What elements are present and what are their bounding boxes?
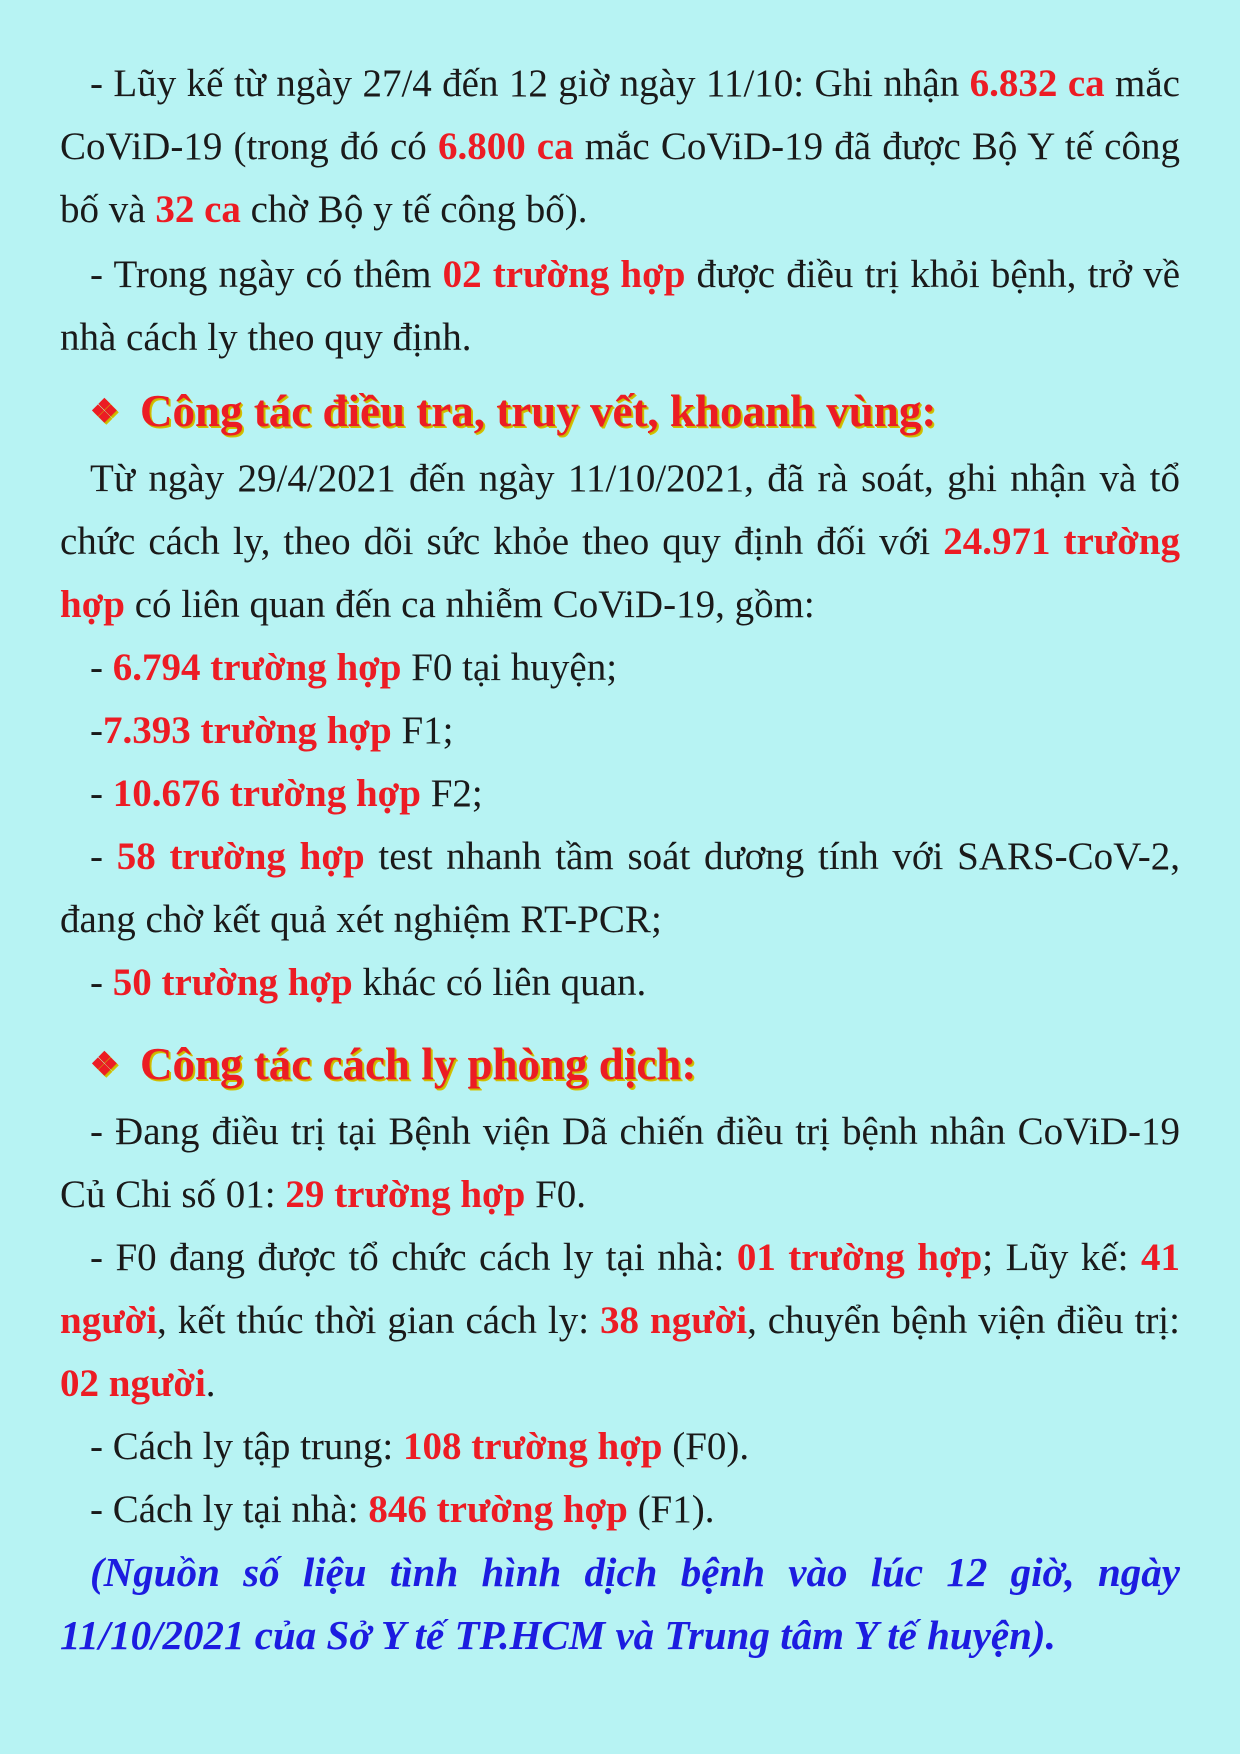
- text-segment: Từ ngày 29/4/2021 đến ngày 11/10/2021, đã rà soát, ghi nhận và tổ chức cách ly, theo dõi sức khỏe theo quy định đối với: [60, 457, 1180, 563]
- text-segment: (F0).: [662, 1425, 750, 1468]
- text-segment: khác có liên quan.: [352, 961, 647, 1004]
- centralized-isolation-paragraph: [60, 1415, 1180, 1478]
- text-segment: , kết thúc thời gian cách ly:: [157, 1299, 601, 1342]
- text-segment: F1;: [391, 709, 454, 752]
- source-note: (Nguồn số liệu tình hình dịch bệnh vào lúc 12 giờ, ngày 11/10/2021 của Sở Y tế TP.HCM và Trung tâm Y tế huyện).: [60, 1549, 1180, 1658]
- other-count-value: 50 trường hợp: [112, 961, 353, 1004]
- text-segment: mắc CoViD-19 đã được Bộ Y tế công bố và: [60, 125, 1180, 231]
- text-segment: -: [90, 835, 117, 878]
- text-segment: -: [90, 961, 113, 1004]
- cumulative-cases-paragraph: [60, 52, 1180, 241]
- completed-isolation-value: 38 người: [600, 1299, 748, 1342]
- text-segment: - Đang điều trị tại Bệnh viện Dã chiến điều trị bệnh nhân CoViD-19 Củ Chi số 01:: [60, 1110, 1180, 1216]
- transferred-hospital-value: 02 người: [60, 1362, 206, 1405]
- list-item: [60, 636, 1180, 699]
- text-segment: .: [205, 1362, 216, 1405]
- text-segment: có liên quan đến ca nhiễm CoViD-19, gồm:: [124, 583, 815, 626]
- list-item: [60, 699, 1180, 762]
- list-item: [60, 825, 1180, 951]
- text-segment: - F0 đang được tổ chức cách ly tại nhà:: [90, 1236, 737, 1279]
- text-segment: chờ Bộ y tế công bố).: [240, 188, 588, 231]
- list-item: [60, 951, 1180, 1014]
- text-segment: - Cách ly tại nhà:: [90, 1488, 369, 1531]
- text-segment: test nhanh tầm soát dương tính với SARS-CoV-2, đang chờ kết quả xét nghiệm RT-PCR;: [60, 835, 1180, 941]
- rapid-test-count-value: 58 trường hợp: [116, 835, 365, 878]
- home-isolation-f0-paragraph: [60, 1226, 1180, 1415]
- text-segment: -: [90, 709, 103, 752]
- text-segment: , chuyển bệnh viện điều trị:: [747, 1299, 1180, 1342]
- total-cases-value: 6.832 ca: [969, 62, 1105, 105]
- home-isolation-value: 846 trường hợp: [368, 1488, 628, 1531]
- home-f0-value: 01 trường hợp: [736, 1236, 983, 1279]
- text-segment: (F1).: [627, 1488, 715, 1531]
- text-segment: - Cách ly tập trung:: [90, 1425, 404, 1468]
- section-title: Công tác cách ly phòng dịch:: [140, 1039, 697, 1089]
- recovered-paragraph: [60, 243, 1180, 369]
- text-segment: F0 tại huyện;: [401, 646, 618, 689]
- pending-cases-value: 32 ca: [155, 188, 241, 231]
- diamond-bullet-icon: ❖: [90, 393, 119, 429]
- text-segment: - Trong ngày có thêm: [90, 253, 443, 296]
- section-heading-investigation: [60, 375, 1180, 447]
- text-segment: - Lũy kế từ ngày 27/4 đến 12 giờ ngày 11/10: Ghi nhận: [90, 62, 970, 105]
- text-segment: ; Lũy kế:: [982, 1236, 1141, 1279]
- centralized-isolation-value: 108 trường hợp: [403, 1425, 663, 1468]
- text-segment: F0.: [525, 1173, 587, 1216]
- text-segment: mắc CoViD-19 (trong đó có: [60, 62, 1180, 168]
- field-hospital-paragraph: [60, 1100, 1180, 1226]
- diamond-bullet-icon: ❖: [90, 1046, 119, 1082]
- investigation-intro-paragraph: [60, 447, 1180, 636]
- text-segment: -: [90, 772, 113, 815]
- field-hospital-value: 29 trường hợp: [285, 1173, 526, 1216]
- total-contacts-value: 24.971 trường hợp: [60, 520, 1180, 626]
- list-item: [60, 762, 1180, 825]
- text-segment: được điều trị khỏi bệnh, trở về nhà cách ly theo quy định.: [60, 253, 1181, 359]
- text-segment: -: [90, 646, 113, 689]
- section-heading-quarantine: [60, 1028, 1180, 1100]
- section-title: Công tác điều tra, truy vết, khoanh vùng:: [140, 386, 937, 436]
- f2-count-value: 10.676 trường hợp: [112, 772, 421, 815]
- cumulative-people-value: 41 người: [60, 1236, 1180, 1342]
- text-segment: F2;: [420, 772, 483, 815]
- announced-cases-value: 6.800 ca: [437, 125, 574, 168]
- recovered-value: 02 trường hợp: [442, 253, 686, 296]
- home-isolation-paragraph: [60, 1478, 1180, 1541]
- f1-count-value: 7.393 trường hợp: [103, 709, 392, 752]
- f0-count-value: 6.794 trường hợp: [112, 646, 402, 689]
